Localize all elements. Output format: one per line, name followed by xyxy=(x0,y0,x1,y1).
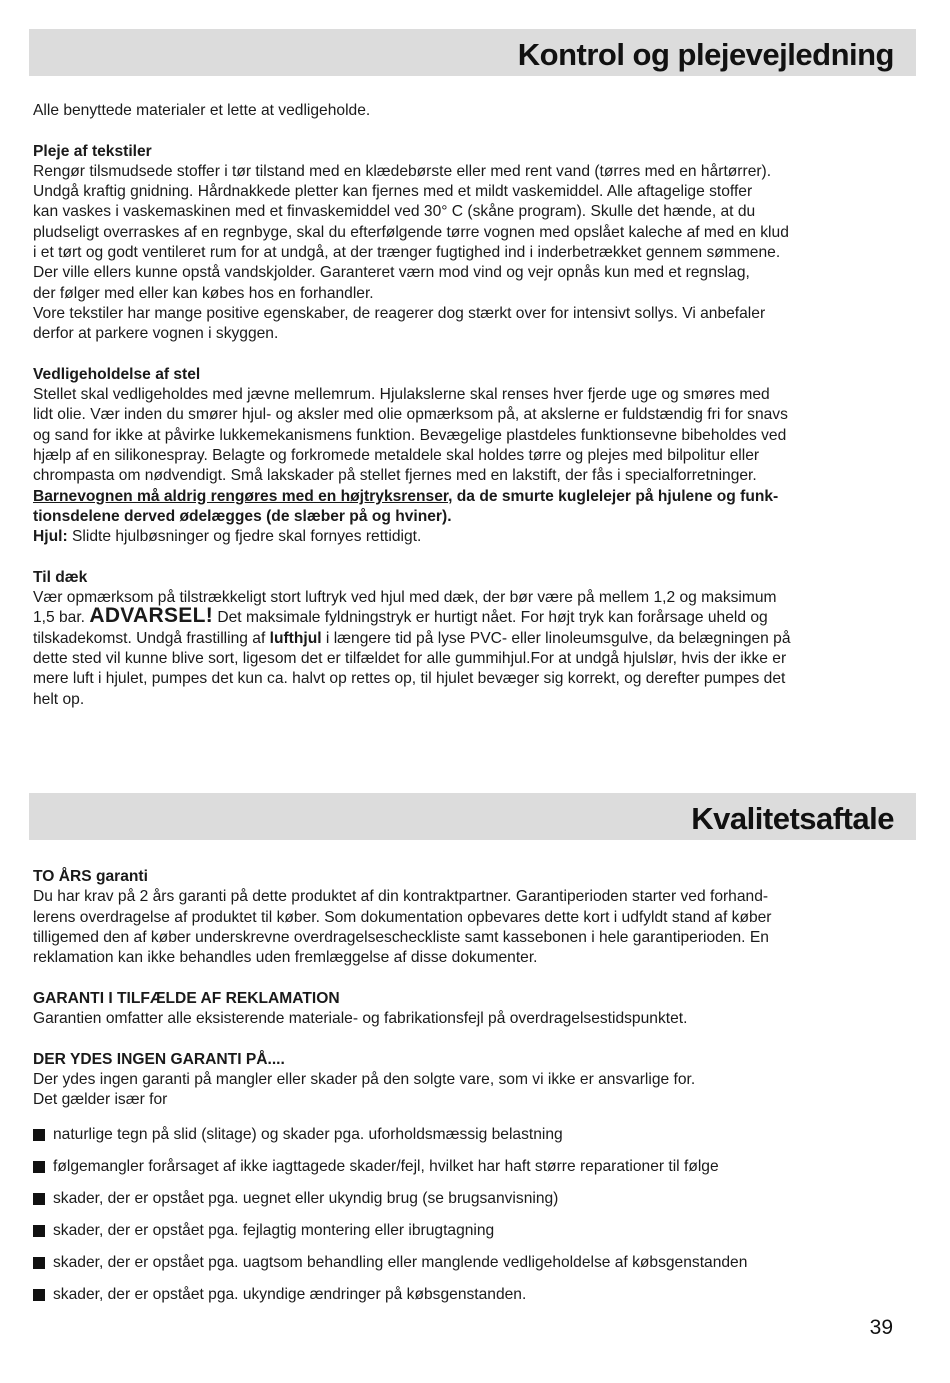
tires-line: dette sted vil kunne blive sort, ligesom det er tilfældet for alle gummihjul.For at undgå hjulslør, hvis der ikke er xyxy=(33,650,787,668)
warning-label: ADVARSEL! xyxy=(89,604,214,628)
tires-text: 1,5 bar. xyxy=(33,609,90,627)
square-bullet-icon xyxy=(33,1193,45,1205)
warning-continuation: tionsdelene derved ødelægges (de slæber på og hviner). xyxy=(33,507,452,525)
square-bullet-icon xyxy=(33,1289,45,1301)
tires-text: i længere tid på lyse PVC- eller linoleumsgulve, da belægningen på xyxy=(321,629,791,647)
air-wheel-term: lufthjul xyxy=(269,629,322,647)
warranty-heading: TO ÅRS garanti xyxy=(33,868,148,885)
frame-heading: Vedligeholdelse af stel xyxy=(33,365,201,383)
textiles-line: Vore tekstiler har mange positive egenskaber, de reagerer dog stærkt over for intensivt sollys. Vi anbefaler xyxy=(33,304,766,322)
list-item-text: skader, der er opstået pga. ukyndige ændringer på købsgenstanden. xyxy=(53,1285,527,1303)
warranty-line: lerens overdragelse af produktet til køber. Som dokumentation opbevares dette kort i udfyldt stand af køber xyxy=(33,908,772,926)
tires-text: tilskadekomst. Undgå frastilling af xyxy=(33,629,270,647)
list-item xyxy=(33,1125,901,1157)
square-bullet-icon xyxy=(33,1129,45,1141)
list-item-text: skader, der er opstået pga. uegnet eller ukyndig brug (se brugsanvisning) xyxy=(53,1189,559,1207)
list-item xyxy=(33,1189,901,1221)
textiles-line: pludseligt overraskes af en regnbyge, skal du efterfølgende tørre vognen med opslået kaleche af med en klud xyxy=(33,223,789,241)
frame-line: chrompasta om nødvendigt. Små lakskader på stellet fjernes med en lakstift, der fås i specialforretninger. xyxy=(33,467,757,485)
claim-text: Garantien omfatter alle eksisterende materiale- og fabrikationsfejl på overdragelsestidspunktet. xyxy=(33,1010,688,1028)
warranty-line: reklamation kan ikke behandles uden fremlæggelse af disse dokumenter. xyxy=(33,949,538,967)
wheels-text: Slidte hjulbøsninger og fjedre skal fornyes rettidigt. xyxy=(67,528,422,546)
tires-line xyxy=(33,629,901,649)
section-title-quality: Kvalitetsaftale xyxy=(691,801,894,836)
tires-line: Vær opmærksom på tilstrækkeligt stort luftryk ved hjul med dæk, der bør være på mellem 1,2 og maksimum xyxy=(33,589,777,607)
textiles-heading: Pleje af tekstiler xyxy=(33,142,152,160)
frame-line: og sand for ikke at påvirke lukkemekanismens funktion. Bevægelige plastdeles funktionsevne bibeholdes ved xyxy=(33,426,787,444)
intro-text: Alle benyttede materialer et lette at vedligeholde. xyxy=(33,102,371,119)
quality-agreement xyxy=(33,867,901,1317)
section-header-care xyxy=(29,29,916,76)
tires-line: mere luft i hjulet, pumpes det kun ca. halvt op rettes op, til hjulet bevæger sig korrekt, og derefter pumpes det xyxy=(33,670,786,688)
square-bullet-icon xyxy=(33,1225,45,1237)
list-item-text: naturlige tegn på slid (slitage) og skader pga. uforholdsmæssig belastning xyxy=(53,1125,563,1143)
warranty-line: tilligemed den af køber underskrevne overdragelsescheckliste samt kassebonen i hele garantiperioden. En xyxy=(33,928,769,946)
textiles-line: derfor at parkere vognen i skyggen. xyxy=(33,325,279,343)
care-instructions xyxy=(33,101,901,710)
list-item-text: skader, der er opstået pga. fejlagtig montering eller ibrugtagning xyxy=(53,1221,495,1239)
textiles-line: Rengør tilsmudsede stoffer i tør tilstand med en klædebørste eller med rent vand (tørres med en hårtørrer). xyxy=(33,162,772,180)
frame-line: lidt olie. Vær inden du smører hjul- og aksler med olie opmærksom på, at akslerne er fuldstændig fri for snavs xyxy=(33,406,788,424)
textiles-line: Undgå kraftig gnidning. Hårdnakkede pletter kan fjernes med et mildt vaskemiddel. Alle aftagelige stoffer xyxy=(33,183,753,201)
list-item xyxy=(33,1157,901,1189)
list-item xyxy=(33,1221,901,1253)
square-bullet-icon xyxy=(33,1161,45,1173)
list-item xyxy=(33,1253,901,1285)
no-warranty-line: Der ydes ingen garanti på mangler eller skader på den solgte vare, som vi ikke er ansvarlige for. xyxy=(33,1070,696,1088)
tires-line: helt op. xyxy=(33,690,85,708)
wheels-note xyxy=(33,527,901,547)
warning-rest: da de smurte kuglelejer på hjulene og funk- xyxy=(452,487,779,505)
square-bullet-icon xyxy=(33,1257,45,1269)
no-warranty-line: Det gælder især for xyxy=(33,1091,168,1109)
exclusion-list xyxy=(33,1125,901,1317)
warning-underlined: Barnevognen må aldrig rengøres med en højtryksrenser, xyxy=(33,487,453,505)
tires-line xyxy=(33,604,901,628)
list-item xyxy=(33,1285,901,1317)
textiles-line: der følger med eller kan købes hos en forhandler. xyxy=(33,284,374,302)
pressure-washer-warning xyxy=(33,487,901,507)
list-item-text: skader, der er opstået pga. uagtsom behandling eller manglende vedligeholdelse af købsgenstanden xyxy=(53,1253,748,1271)
textiles-line: i et tørt og godt ventileret rum for at undgå, at der trænger fugtighed ind i inderbetrækket gennem sømmene. xyxy=(33,244,781,262)
list-item-text: følgemangler forårsaget af ikke iagttagede skader/fejl, hvilket har haft større reparationer til følge xyxy=(53,1157,719,1175)
textiles-line: kan vaskes i vaskemaskinen med et finvaskemiddel ved 30° C (skåne program). Skulle det hænde, at du xyxy=(33,203,756,221)
tires-text: Det maksimale fyldningstryk er hurtigt nået. For højt tryk kan forårsage uheld og xyxy=(213,609,768,627)
warranty-line: Du har krav på 2 års garanti på dette produktet af din kontraktpartner. Garantiperioden starter ved forhand- xyxy=(33,888,769,906)
claim-heading: GARANTI I TILFÆLDE AF REKLAMATION xyxy=(33,989,340,1007)
frame-line: Stellet skal vedligeholdes med jævne mellemrum. Hjulakslerne skal renses hver fjerde uge og smøres med xyxy=(33,386,770,404)
frame-line: hjælp af en silikonespray. Belagte og forkromede metaldele skal holdes tørre og plejes med bilpolitur eller xyxy=(33,447,760,465)
section-title-care: Kontrol og plejevejledning xyxy=(517,37,894,72)
wheels-label: Hjul: xyxy=(33,528,68,546)
page-number: 39 xyxy=(869,1316,893,1339)
tires-heading: Til dæk xyxy=(33,568,88,586)
no-warranty-heading: DER YDES INGEN GARANTI PÅ.... xyxy=(33,1050,285,1068)
textiles-line: Der ville ellers kunne opstå vandskjolder. Garanteret værn mod vind og vejr opnås kun med et regnslag, xyxy=(33,264,750,282)
section-header-quality xyxy=(29,793,916,840)
